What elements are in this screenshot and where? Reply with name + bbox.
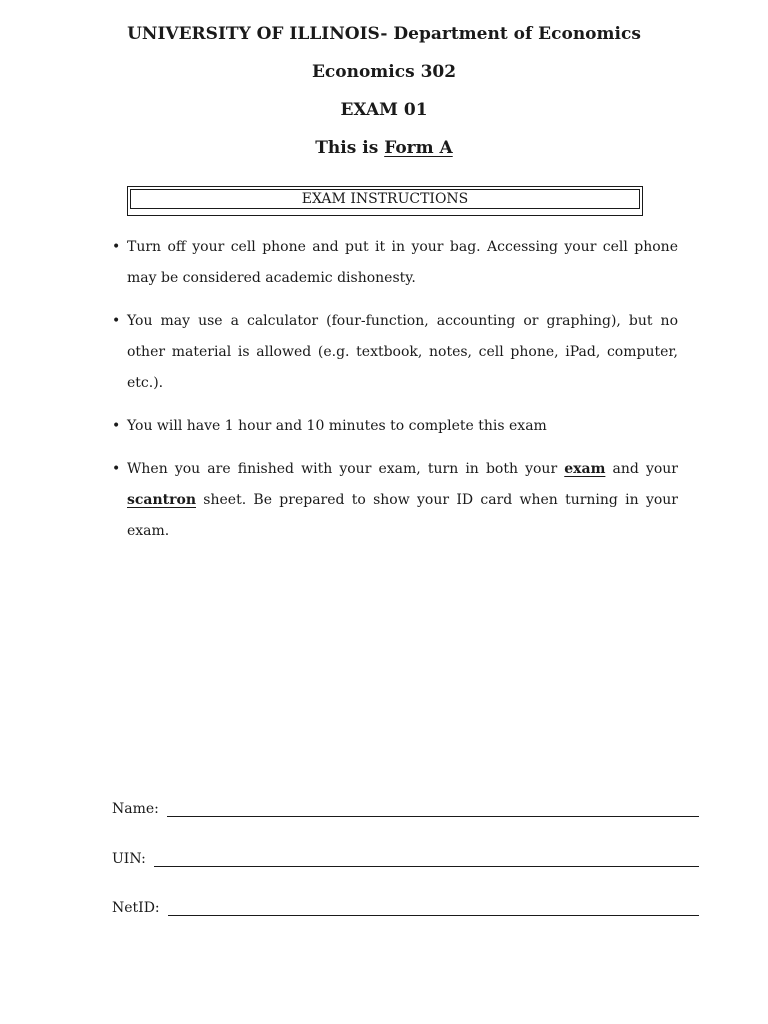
- instruction-text: Turn off your cell phone and put it in your bag. Accessing your cell phone may be considered academic dishonesty.: [127, 239, 678, 286]
- instruction-text-part2: and your: [605, 461, 678, 477]
- instructions-heading: EXAM INSTRUCTIONS: [130, 189, 640, 209]
- instruction-item-submission: [112, 454, 678, 547]
- instruction-text: You may use a calculator (four-function, accounting or graphing), but no other material is allowed (e.g. textbook, notes, cell phone, iPad, computer, etc.).: [127, 313, 678, 391]
- uin-blank-line[interactable]: [154, 852, 699, 867]
- uin-label: UIN:: [112, 851, 146, 867]
- name-field: [112, 797, 699, 817]
- form-name: Form A: [384, 138, 453, 158]
- netid-label: NetID:: [112, 900, 160, 916]
- instructions-heading-box: [127, 186, 643, 216]
- exam-title: EXAM 01: [340, 100, 428, 120]
- form-title: [0, 137, 768, 159]
- instruction-item-phone: [112, 232, 678, 294]
- form-prefix: This is: [315, 138, 385, 158]
- instruction-text: You will have 1 hour and 10 minutes to complete this exam: [127, 418, 547, 434]
- netid-blank-line[interactable]: [168, 901, 699, 916]
- bullet-icon: •: [112, 418, 121, 434]
- netid-field: [112, 896, 699, 916]
- scantron-emphasis: scantron: [127, 492, 197, 508]
- name-blank-line[interactable]: [167, 802, 699, 817]
- bullet-icon: •: [112, 239, 121, 255]
- course-title: Economics 302: [311, 62, 457, 82]
- instruction-text-part1: When you are finished with your exam, turn in both your: [127, 461, 565, 477]
- university-title: UNIVERSITY OF ILLINOIS- Department of Economics: [127, 24, 641, 44]
- instructions-list: [112, 232, 678, 559]
- instruction-text-part3: sheet. Be prepared to show your ID card when turning in your exam.: [127, 492, 678, 539]
- name-label: Name:: [112, 801, 159, 817]
- bullet-icon: •: [112, 313, 121, 329]
- instruction-item-calculator: [112, 306, 678, 399]
- instruction-item-time: [112, 411, 678, 442]
- exam-emphasis: exam: [564, 461, 606, 477]
- bullet-icon: •: [112, 461, 121, 477]
- uin-field: [112, 847, 699, 867]
